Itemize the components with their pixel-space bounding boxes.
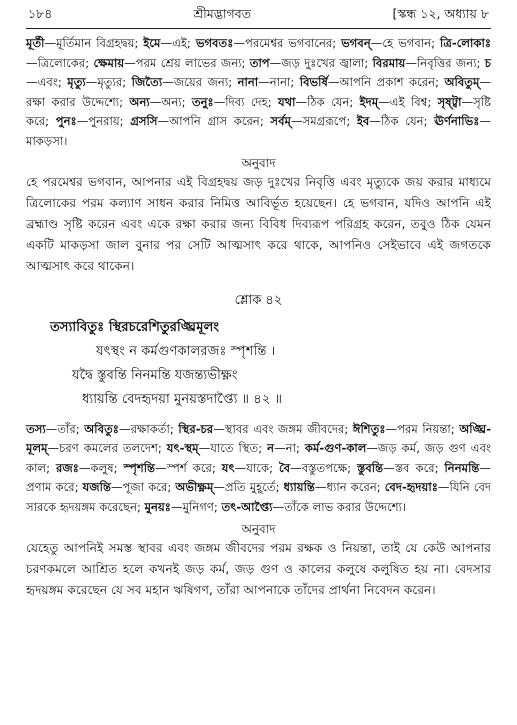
- gloss-term: অবিতুঃ: [84, 421, 119, 436]
- gloss-term: যৎ-স্থম্: [166, 441, 199, 456]
- gloss-meaning: স্পর্শ করে;: [166, 460, 216, 475]
- gloss-term: স্পৃশন্তি: [123, 460, 156, 475]
- gloss-meaning: তাঁর;: [57, 421, 80, 436]
- gloss-term: তস্য: [26, 421, 46, 436]
- gloss-term: ঈশিতুঃ: [352, 421, 386, 436]
- gloss-meaning: ঠিক যেন;: [307, 94, 354, 109]
- gloss-term: ন: [267, 441, 275, 456]
- gloss-term: অবিতুম্: [444, 75, 480, 90]
- gloss-meaning: এই;: [172, 36, 191, 50]
- gloss-meaning: এই বিশ্ব;: [389, 94, 432, 109]
- gloss-term: বেদ-হৃদয়াঃ: [384, 480, 438, 495]
- gloss-meaning: প্রণাম করে;: [26, 480, 79, 495]
- gloss-meaning: মুনিগণ;: [182, 499, 218, 514]
- gloss-meaning: জড় কর্ম, জড় গুণ এবং কাল;: [26, 441, 492, 475]
- gloss-term: অভীক্ষ্ণম্: [175, 480, 214, 495]
- gloss-meaning: হে ভগবান;: [382, 36, 436, 50]
- verse-line: তস্যাবিতুঃ স্থিরচরেশিতুরঙ্ঘ্রিমূলং: [50, 319, 220, 335]
- gloss-term: তনুঃ: [191, 94, 214, 109]
- gloss-meaning: নিবৃত্তির জন্য;: [416, 55, 481, 70]
- gloss-term: ভগবন্: [341, 36, 371, 50]
- gloss-term: ইমে: [143, 36, 161, 50]
- gloss-meaning: যাতে স্থিত;: [210, 441, 263, 456]
- gloss-meaning: আপনি প্রকাশ করেন;: [339, 75, 440, 90]
- verse-number: শ্লোক ৪২: [234, 292, 283, 308]
- word-meanings-41: মূর্তী—মূর্তিমান বিগ্রহদ্বয়; ইমে—এই; ভগবতঃ—পরমেশ্বর ভগবানের; ভগবন্—হে ভগবান; ত্রি-লোকাঃ—ত্রিলোকের; ক্ষেমায়—পরম শ্রেয় লাভের জন্য; তাপ—জড় দুঃখের জ্বালা; বিরমায়—নিবৃত্তির জন্য; চ—এবং; মৃত্যু—মৃত্যুর; জিত্যৈ—জয়ের জন্য; নানা—নানা; বিভর্ষি—আপনি প্রকাশ করেন; অবিতুম্—রক্ষা করার উদ্দেশ্যে; অন্য—অন্য; তনুঃ—দিব্য দেহ; যথা—ঠিক যেন; ইদম্—এই বিশ্ব; সৃষ্ট্বা—সৃষ্টি করে; পুনঃ—পুনরায়; গ্রসসি—আপনি গ্রাস করেন; সর্বম্—সমগ্ররূপে; ইব—ঠিক যেন; ঊর্ণনাভিঃ—মাকড়সা।: [26, 36, 492, 148]
- gloss-meaning: স্থাবর এবং জঙ্গম জীবদের;: [224, 421, 349, 436]
- gloss-term: নিনমন্তি: [444, 460, 480, 475]
- gloss-meaning: অন্য;: [161, 94, 186, 109]
- translation-41: হে পরমেশ্বর ভগবান, আপনার এই বিগ্রহদ্বয় জড় দুঃখের নিবৃত্তি এবং মৃত্যুকে জয় করার মাধ্যমে ত্রিলোকের পরম কল্যাণ সাধন করার নিমিত্ত আবির্ভূত হয়েছেন। হে ভগবান, যদিও আপনি এই ব্রহ্মাণ্ড সৃষ্টি করেন এবং একে রক্ষা করার জন্য বিবিধ দিব্যরূপ পরিগ্রহ করেন, তবুও ঠিক যেমন একটি মাকড়সা জাল বুনার পর সেটি আত্মসাৎ করে থাকে, আপনিও সেইভাবে এই জগতকে আত্মসাৎ করে থাকেন।: [26, 174, 491, 273]
- gloss-meaning: চরণ কমলের তলদেশ;: [59, 441, 162, 456]
- gloss-meaning: সমগ্ররূপে;: [302, 114, 351, 129]
- gloss-meaning: জয়ের জন্য;: [173, 75, 233, 90]
- gloss-meaning: স্তব করে;: [394, 460, 439, 475]
- gloss-term: মৃত্যু: [67, 75, 86, 90]
- gloss-meaning: পরম শ্রেয় লাভের জন্য;: [135, 55, 246, 70]
- translation-42: যেহেতু আপনিই সমস্ত স্থাবর এবং জঙ্গম জীবদের পরম রক্ষক ও নিয়ন্তা, তাই যে কেউ আপনার চরণকমলে আশ্রিত হলে কখনই জড় কর্ম, জড় গুণ ও কালের কলুষে কলুষিত হয় না। বেদসার হৃদয়ঙ্গম করেছেন যে সব মহান ঋষিগণ, তাঁরা আপনাকে তাঁদের প্রার্থনা নিবেদন করেন।: [26, 540, 491, 597]
- verse-line: যৎস্থং ন কর্মগুণকালরজঃ স্পৃশন্তি ।: [96, 343, 276, 359]
- gloss-term: জিত্যৈ: [131, 75, 163, 90]
- gloss-meaning: ধ্যান করেন;: [326, 480, 381, 495]
- gloss-term: অন্য: [129, 94, 150, 109]
- gloss-meaning: মৃত্যুর;: [97, 75, 127, 90]
- verse-line: ধ্যায়ন্তি বেদহৃদয়া মুনয়স্তদাপ্ত্যৈ ॥ ৪২ ॥: [82, 391, 283, 407]
- gloss-meaning: ত্রিলোকের;: [37, 55, 90, 70]
- gloss-meaning: আপনি গ্রাস করেন;: [169, 114, 264, 129]
- gloss-term: সর্বম্: [270, 114, 291, 129]
- page-header: [26, 6, 491, 26]
- gloss-meaning: নানা;: [269, 75, 295, 90]
- gloss-term: গ্রসসি: [130, 114, 158, 129]
- verse-line: যদ্বৈ স্তুবন্তি নিনমন্তি যজন্ত্যভীক্ষ্ণং: [72, 367, 238, 383]
- gloss-term: নানা: [237, 75, 259, 90]
- page-number: ১৮৪: [28, 6, 53, 21]
- book-title: শ্রীমদ্ভাগবত: [193, 6, 252, 21]
- gloss-term: মুনয়ঃ: [144, 499, 171, 514]
- gloss-meaning: সৃষ্টি করে;: [26, 94, 492, 129]
- gloss-term: রজঃ: [56, 460, 79, 475]
- gloss-term: পুনঃ: [55, 114, 77, 129]
- gloss-meaning: পরমেশ্বর ভগবানের;: [244, 36, 337, 50]
- gloss-meaning: রক্ষাকর্তা;: [130, 421, 174, 436]
- gloss-meaning: রক্ষা করার উদ্দেশ্যে;: [26, 94, 124, 109]
- header-rule: [26, 28, 491, 29]
- translation-heading-42: অনুবাদ: [241, 521, 276, 536]
- gloss-term: যৎ: [221, 460, 235, 475]
- gloss-meaning: এবং;: [37, 75, 62, 90]
- gloss-term: ভগবতঃ: [195, 36, 234, 50]
- gloss-term: ইদম্: [359, 94, 379, 109]
- gloss-term: ইব: [356, 114, 370, 129]
- canto-chapter-label: [স্কন্ধ ১২, অধ্যায় ৮: [392, 6, 489, 21]
- gloss-meaning: পূজা করে;: [122, 480, 172, 495]
- gloss-term: ধ্যায়ন্তি: [283, 480, 315, 495]
- gloss-meaning: মূর্তিমান বিগ্রহদ্বয়;: [56, 36, 139, 50]
- gloss-meaning: কলুষ;: [90, 460, 118, 475]
- gloss-term: সৃষ্ট্বা: [437, 94, 462, 109]
- gloss-term: অঙ্ঘ্রি-মূলম্: [26, 421, 492, 456]
- word-meanings-42: তস্য—তাঁর; অবিতুঃ—রক্ষাকর্তা; স্থির-চর—স্থাবর এবং জঙ্গম জীবদের; ঈশিতুঃ—পরম নিয়ন্তা; অঙ্ঘ্রি-মূলম্—চরণ কমলের তলদেশ; যৎ-স্থম্—যাতে স্থিত; ন—না; কর্ম-গুণ-কাল—জড় কর্ম, জড় গুণ এবং কাল; রজঃ—কলুষ; স্পৃশন্তি—স্পর্শ করে; যৎ—যাকে; বৈ—বস্তুতপক্ষে; স্তুবন্তি—স্তব করে; নিনমন্তি—প্রণাম করে; যজন্তি—পূজা করে; অভীক্ষ্ণম্—প্রতি মুহূর্তে; ধ্যায়ন্তি—ধ্যান করেন; বেদ-হৃদয়াঃ—যিনি বেদ সারকে হৃদয়ঙ্গম করেছেন; মুনয়ঃ—মুনিগণ; তৎ-আপ্ত্যৈ—তাঁকে লাভ করার উদ্দেশ্যে।: [26, 421, 492, 514]
- gloss-term: স্থির-চর: [178, 421, 214, 436]
- gloss-meaning: দিব্য দেহ;: [225, 94, 272, 109]
- gloss-term: বিভর্ষি: [299, 75, 328, 90]
- gloss-meaning: তাঁকে লাভ করার উদ্দেশ্যে।: [284, 499, 407, 514]
- gloss-term: যজন্তি: [82, 480, 111, 495]
- translation-heading-41: অনুবাদ: [241, 155, 276, 170]
- gloss-meaning: মাকড়সা।: [26, 133, 68, 148]
- gloss-meaning: পুনরায়;: [88, 114, 124, 129]
- gloss-term: তৎ-আপ্ত্যৈ: [221, 499, 273, 514]
- gloss-term: মূর্তী: [26, 36, 45, 50]
- gloss-meaning: বস্তুতপক্ষে;: [301, 460, 352, 475]
- gloss-meaning: প্রতি মুহূর্তে;: [225, 480, 280, 495]
- gloss-term: ত্রি-লোকাঃ: [440, 36, 492, 50]
- gloss-term: বিরমায়: [372, 55, 406, 70]
- gloss-term: ঊর্ণনাভিঃ: [434, 114, 480, 129]
- gloss-term: তাপ: [249, 55, 270, 70]
- gloss-term: যথা: [277, 94, 296, 109]
- gloss-term: ক্ষেমায়: [93, 55, 125, 70]
- gloss-meaning: পরম নিয়ন্তা;: [397, 421, 455, 436]
- gloss-meaning: যিনি বেদ সারকে হৃদয়ঙ্গম করেছেন;: [26, 480, 492, 514]
- gloss-term: কর্ম-গুণ-কাল: [304, 441, 367, 456]
- gloss-meaning: ঠিক যেন;: [380, 114, 428, 129]
- gloss-meaning: না;: [285, 441, 300, 456]
- gloss-term: বৈ: [278, 460, 291, 475]
- gloss-term: চ: [484, 55, 492, 70]
- gloss-meaning: জড় দুঃখের জ্বালা;: [281, 55, 369, 70]
- gloss-meaning: যাকে;: [246, 460, 273, 475]
- gloss-term: স্তুবন্তি: [357, 460, 384, 475]
- sanskrit-verse: [26, 316, 491, 412]
